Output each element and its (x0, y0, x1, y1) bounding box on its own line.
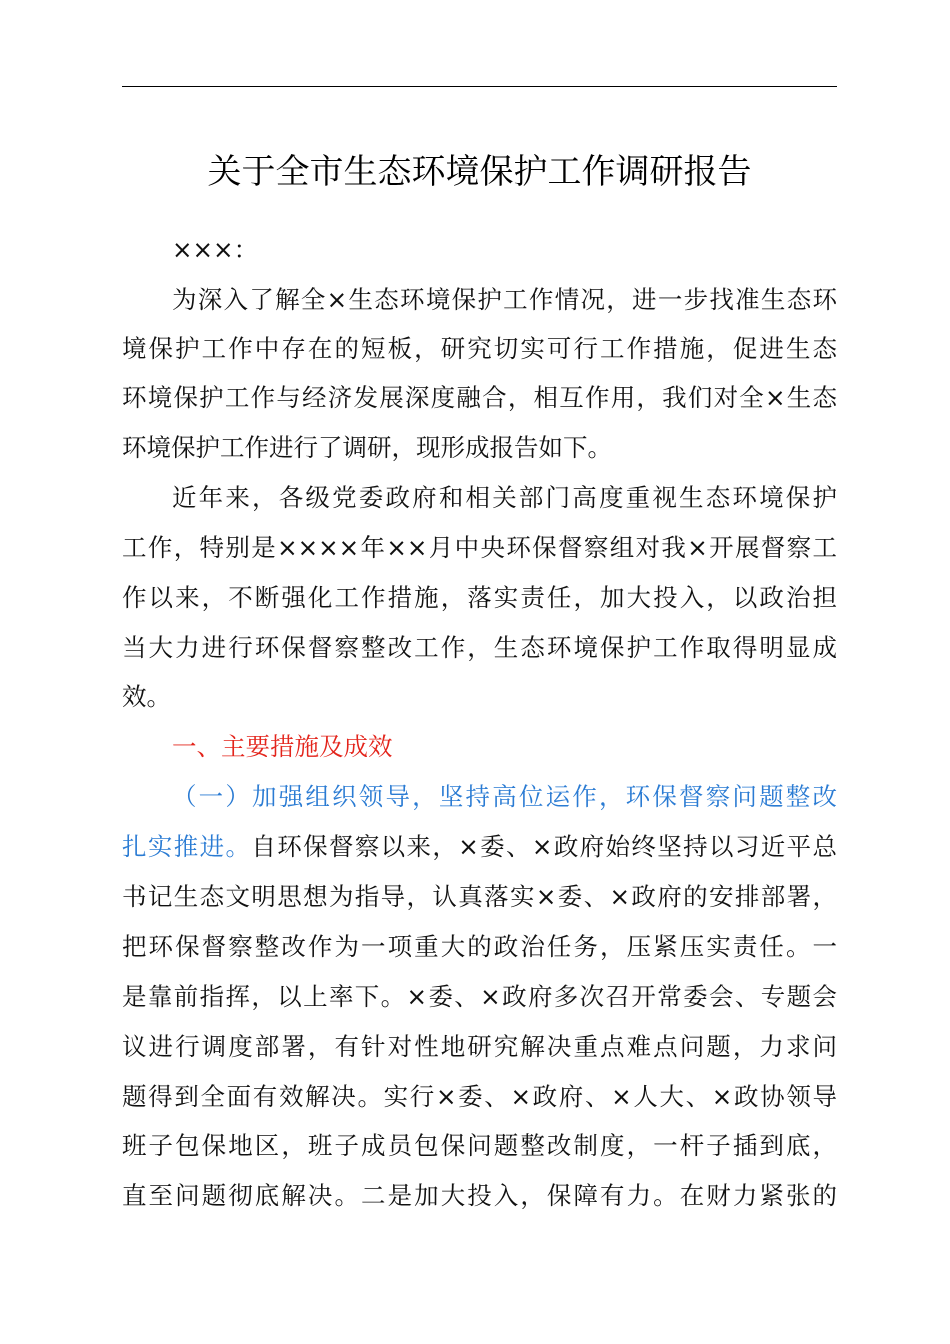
paragraph-line: 效。 (122, 682, 171, 711)
paragraph-line (122, 829, 837, 865)
paragraph-line: 环境保护工作进行了调研，现形成报告如下。 (122, 433, 612, 462)
paragraph-line: 是靠前指挥，以上率下。×委、×政府多次召开常委会、专题会 (122, 982, 837, 1011)
paragraph-line: 当大力进行环保督察整改工作，生态环境保护工作取得明显成 (122, 633, 837, 662)
paragraph-line: 书记生态文明思想为指导，认真落实×委、×政府的安排部署， (122, 882, 837, 911)
paragraph-line: 环境保护工作与经济发展深度融合，相互作用，我们对全×生态 (122, 383, 837, 412)
paragraph-line: 为深入了解全×生态环境保护工作情况，进一步找准生态环 (172, 285, 837, 314)
paragraph-line: 近年来，各级党委政府和相关部门高度重视生态环境保护 (172, 483, 837, 512)
subsection-heading-end: 扎实推进。 (122, 832, 252, 861)
paragraph-line: 直至问题彻底解决。二是加大投入，保障有力。在财力紧张的 (122, 1181, 837, 1210)
paragraph-text: 自环保督察以来，×委、×政府始终坚持以习近平总 (251, 832, 837, 861)
subsection-heading: （一）加强组织领导，坚持高位运作，环保督察问题整改 (172, 782, 837, 811)
document-title: 关于全市生态环境保护工作调研报告 (207, 152, 752, 192)
paragraph-line: 境保护工作中存在的短板，研究切实可行工作措施，促进生态 (122, 334, 837, 363)
section-heading: 一、主要措施及成效 (172, 732, 393, 761)
paragraph-line: 班子包保地区，班子成员包保问题整改制度，一杆子插到底， (122, 1131, 837, 1160)
salutation: ×××： (172, 235, 259, 264)
paragraph-line: 作以来，不断强化工作措施，落实责任，加大投入，以政治担 (122, 583, 837, 612)
paragraph-line: 题得到全面有效解决。实行×委、×政府、×人大、×政协领导 (122, 1082, 837, 1111)
header-rule (122, 86, 837, 87)
paragraph-line: 把环保督察整改作为一项重大的政治任务，压紧压实责任。一 (122, 932, 837, 961)
paragraph-line: 议进行调度部署，有针对性地研究解决重点难点问题，力求问 (122, 1032, 837, 1061)
paragraph-line: 工作，特别是××××年××月中央环保督察组对我×开展督察工 (122, 533, 837, 562)
